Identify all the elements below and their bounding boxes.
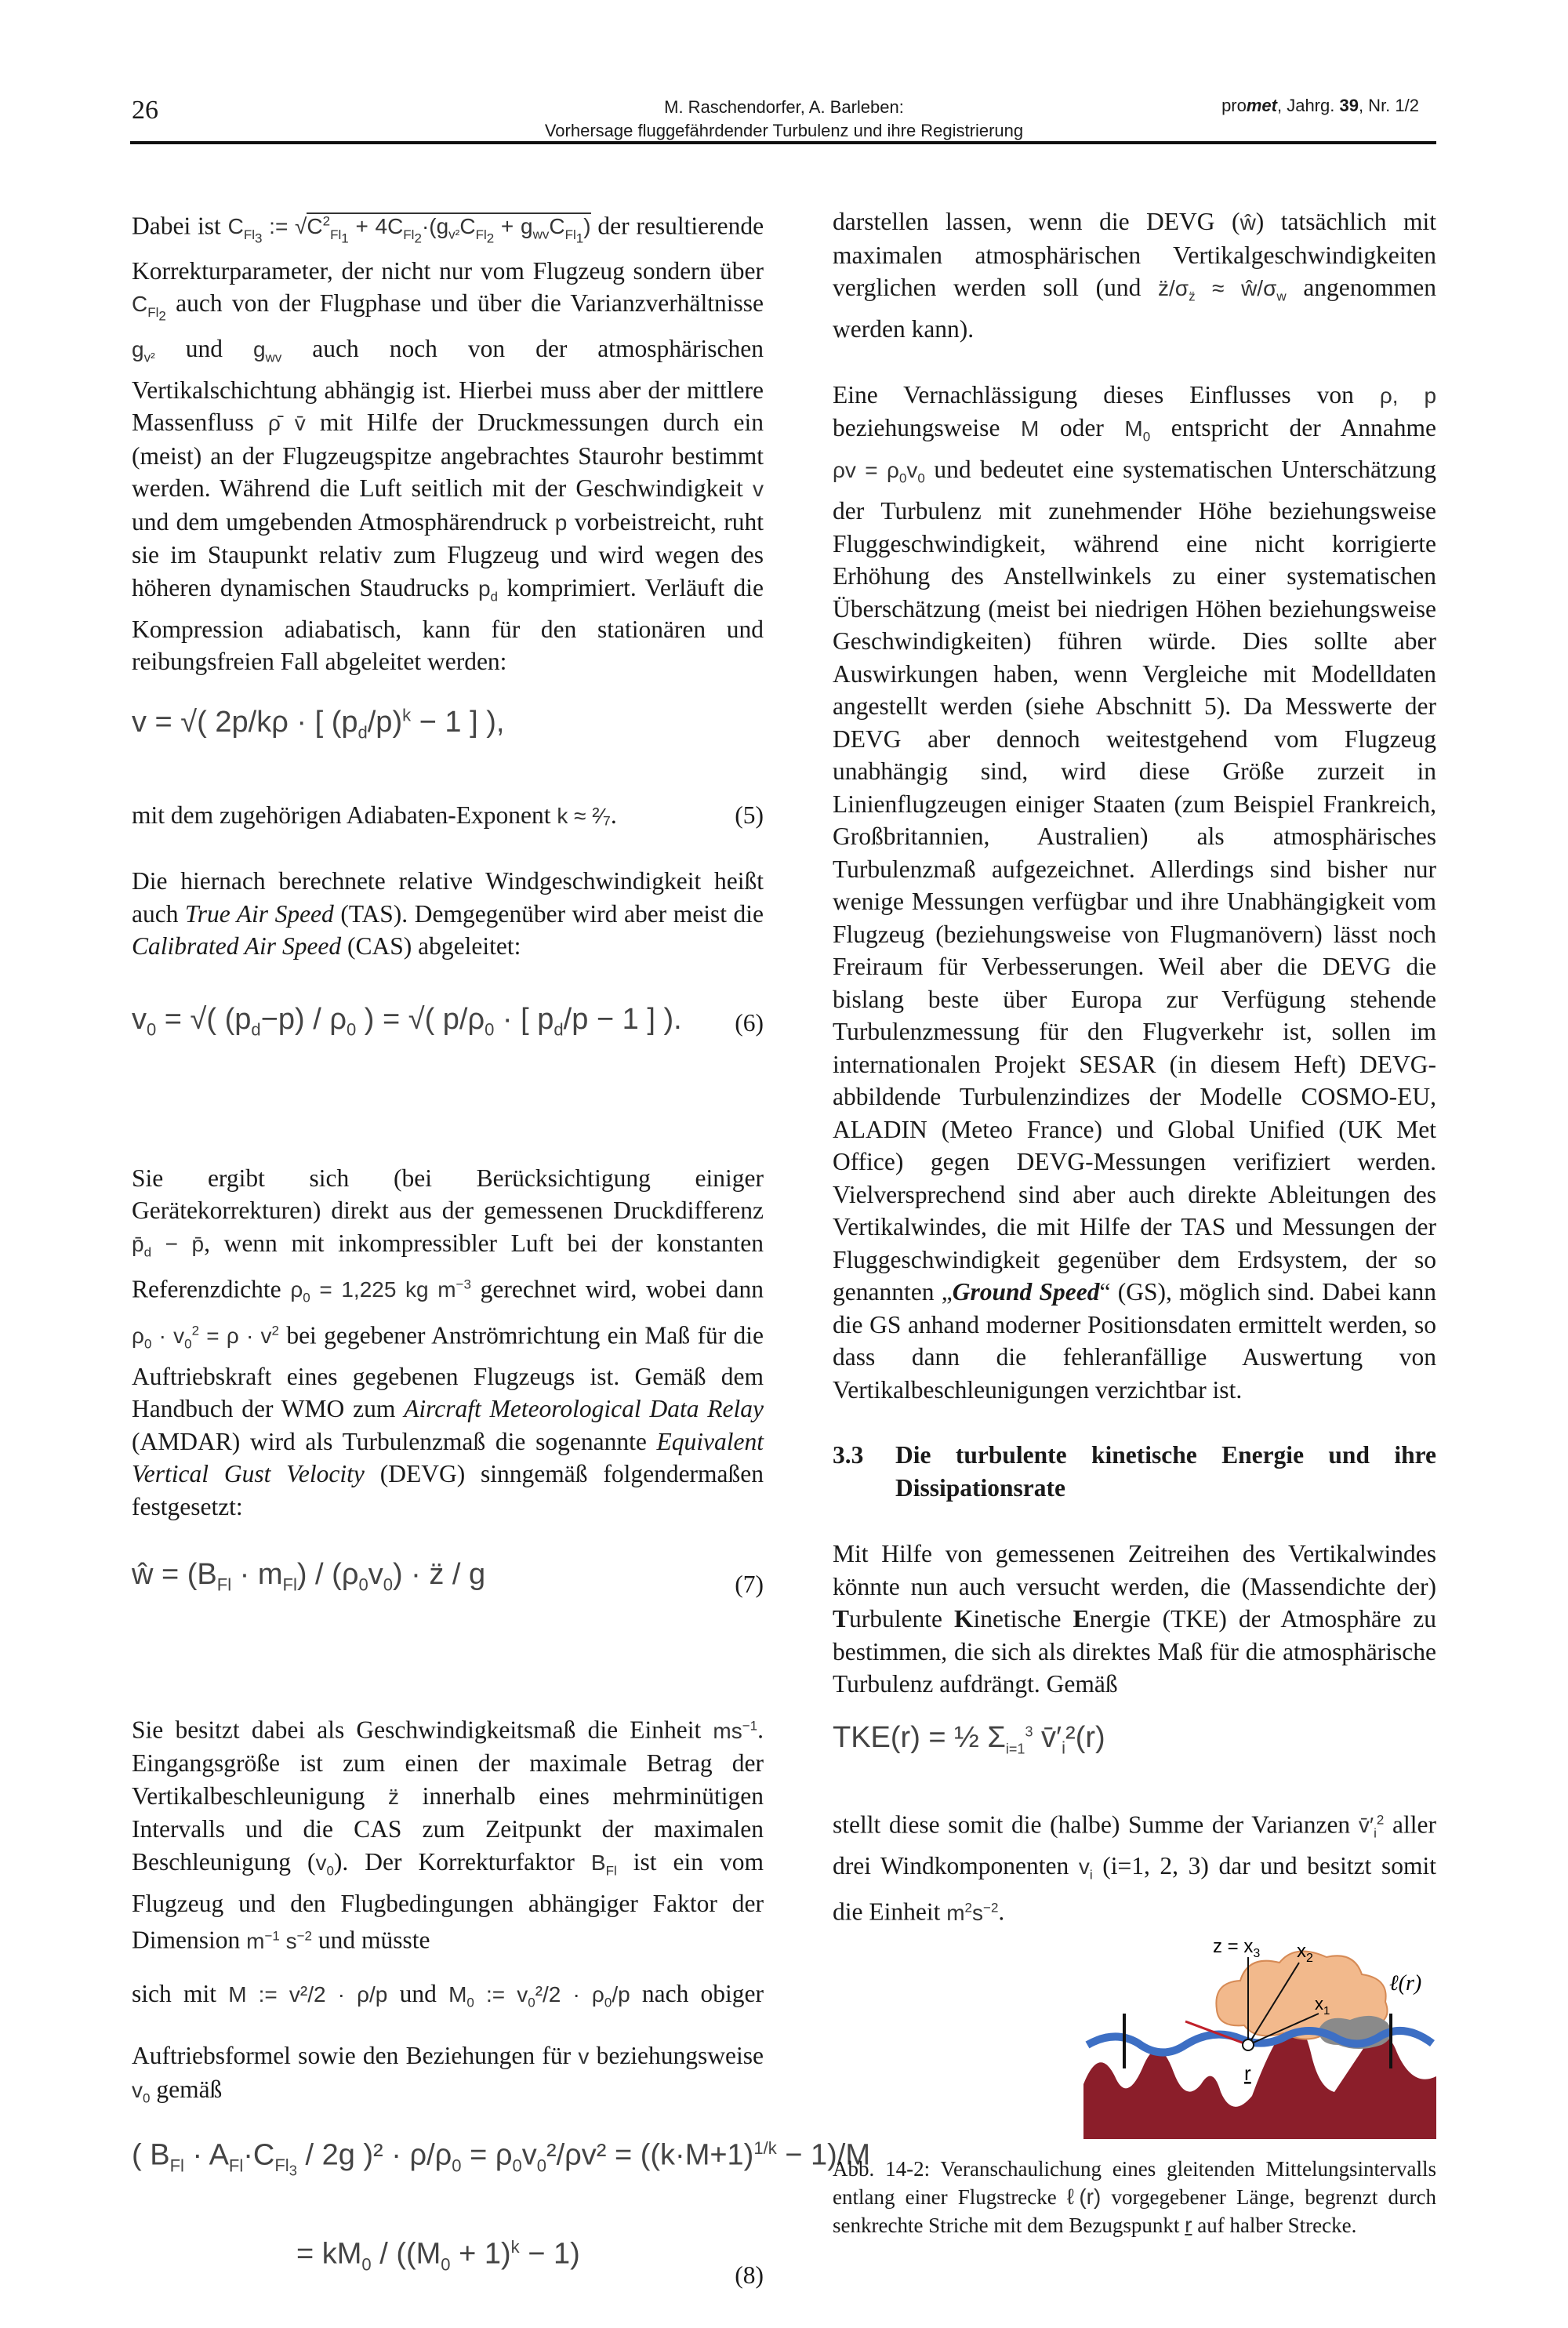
text: Sie besitzt dabei als Geschwindigkeitsmaß die Einheit: [132, 1716, 702, 1744]
reference-point: [1243, 2039, 1254, 2050]
header-authors: M. Raschendorfer, A. Barleben:: [664, 97, 904, 117]
text: stellt diese somit die (halbe) Summe der Varianzen: [833, 1810, 1351, 1839]
term-ground-speed: Ground Speed: [952, 1278, 1100, 1306]
symbol: ŵ: [1240, 210, 1256, 234]
page-number: 26: [132, 96, 158, 125]
text: innerhalb eines mehrminütigen Intervalls und die CAS zum Zeitpunkt der maximalen Beschleunigung (: [132, 1781, 764, 1876]
text: bei gegebener Anströmrichtung ein Maß für die Auftriebskraft eines gegebenen Flugzeugs ist. Gemäß dem Handbuch der WMO zum: [132, 1320, 764, 1423]
symbol: $B_{Fl}$: [590, 1850, 617, 1879]
text: gerechnet wird, wobei dann: [480, 1275, 764, 1303]
text: komprimiert. Verläuft die Kompression adiabatisch, kann für den stationären und reibungsfreien Fall abgeleitet werden:: [132, 573, 764, 676]
spacer: [833, 1505, 1436, 1538]
equation-7: [132, 1523, 764, 1676]
section-title: Die turbulente kinetische Energie und ihre Dissipationsrate: [895, 1441, 1436, 1502]
formula: $\rho v = \rho_0v_0$: [833, 458, 925, 486]
text: und: [185, 334, 223, 362]
term-amdar: Aircraft Meteorological Data Relay: [404, 1395, 764, 1423]
symbol: $C_{Fl_2}$: [132, 292, 166, 324]
symbol: $v_0$: [132, 2077, 151, 2106]
formula: M := v²/2 · ρ/p: [228, 1982, 388, 2007]
paragraph: [132, 1978, 764, 2019]
label-ell: ℓ(r): [1389, 1971, 1422, 1996]
text: inetische: [973, 1605, 1062, 1633]
term-tas: True Air Speed: [185, 899, 334, 928]
symbol: $g_{v^2}$: [132, 336, 155, 365]
formula: $p̄_d$ − p̄: [132, 1231, 205, 1260]
text: beziehungsweise: [833, 414, 1000, 442]
paragraph: [833, 1804, 1436, 1929]
text: Auftriebsformel sowie den Beziehungen für: [132, 2042, 572, 2070]
text: mit dem zugehörigen Adiabaten-Exponent: [132, 801, 551, 829]
figure-14-2: [1083, 1935, 1436, 2139]
symbol: ρ, p: [1379, 383, 1437, 408]
text: vorgegebener Länge, begrenzt durch senkrechte Striche mit dem Bezugspunkt: [833, 2185, 1436, 2238]
unit: $ms^{-1}$: [713, 1718, 758, 1743]
paragraph: [132, 2039, 764, 2115]
text: .: [998, 1898, 1005, 1926]
text: und bedeutet eine systematischen Unterschätzung der Turbulenz mit zunehmender Höhe beziehungsweise Fluggeschwindigkeit, während eine nicht korrigierte Erhöhung des Anstellwinkels zu einer systematischen Überschätzung (meist bei niedrigen Höhen beziehungsweise Geschwindigkeiten) führen würde. Dies sollte aber Auswirkungen haben, wenn Vergleiche mit Modelldaten angestellt werden (siehe Abschnitt 5). Da Messwerte der DEVG aber dennoch weitestgehend vom Flugzeug unabhängig sind, wird diese Größe zurzeit in Linienflugzeugen einiger Staaten (zum Beispiel Frankreich, Großbritannien, Australien) als atmosphärisches Turbulenzmaß aufgezeichnet. Allerdings sind bisher nur wenige Messungen verfügbar und ihre Unabhängigkeit vom Flugzeug (beziehungsweise von Flugmanövern) lässt noch Freiraum für Verbesserungen. Weil aber die DEVG die bislang beste über Europa zur Verfügung stehende Turbulenzmessung für den Flugverkehr ist, sollen im internationalen Projekt SESAR (in diesem Heft) DEVG-abbildende Turbulenzindizes der Modelle COSMO-EU, ALADIN (Meteo France) und Global Unified (UK Met Office) gegen DEVG-Messungen verifiziert werden. Vielversprechend sind aber auch direkte Ableitungen des Vertikalwindes, die mit Hilfe der TAS und Messungen der Fluggeschwindigkeit gegenüber dem Erdsystem, der so genannten „: [833, 456, 1437, 1306]
text: (AMDAR) wird als Turbulenzmaß die sogenannte: [132, 1427, 647, 1455]
equation-number: (6): [735, 1008, 764, 1037]
formula: ( $B_{Fl} \cdot A_{Fl}\cdot C_{Fl_3} / 2g$ )$^2 \cdot \rho/\rho_0 = \rho_0v_0^2/\rho v^2 = ((k\cdot M+1)^{1/k} - 1)/M$: [132, 2137, 871, 2179]
figure-caption: [833, 2155, 1436, 2239]
equation-8: [132, 2115, 871, 2328]
symbol: $M_0$: [1124, 416, 1151, 445]
text: (i=1, 2, 3) dar und besitzt somit die Einheit: [833, 1852, 1437, 1926]
text: gemäß: [156, 2075, 223, 2103]
text: beziehungsweise: [596, 2042, 764, 2070]
text: ist ein vom Flugzeug und den Flugbedingungen abhängiger Faktor der Dimension: [132, 1847, 764, 1954]
text: aller drei Windkomponenten: [833, 1810, 1436, 1880]
formula: $z̈/\sigma_{z̈}$ ≈ $ŵ/\sigma_w$: [1158, 276, 1287, 304]
label-r: r: [1244, 2061, 1251, 2086]
paragraph: [833, 205, 1436, 346]
journal-reference: [1221, 96, 1419, 116]
right-column: [833, 205, 1436, 2239]
equation-number: (8): [735, 2261, 764, 2289]
section-heading: [833, 1439, 1436, 1505]
header-title: Vorhersage fluggefährdender Turbulenz und ihre Registrierung: [544, 121, 1024, 140]
label-axis-z: $z = x_3$: [1213, 1936, 1261, 1961]
symbol: $p_d$: [477, 576, 498, 605]
text: (DEVG) sinngemäß folgendermaßen festgesetzt:: [132, 1460, 764, 1520]
unit: $m^2s^{-2}$: [946, 1900, 999, 1925]
text: ). Der Korrekturfaktor: [333, 1847, 575, 1876]
figure-illustration: [1083, 1935, 1436, 2139]
initial: E: [1073, 1605, 1090, 1633]
spacer: [833, 1406, 1436, 1439]
text: vorbeistreicht, ruht sie im Staupunkt relativ zum Flugzeug und wird wegen des höheren dynamischen Staudrucks: [132, 507, 764, 601]
text: oder: [1059, 414, 1104, 442]
initial: K: [953, 1605, 974, 1633]
formula-line2: = $kM_0 / ((M_0 + 1)^k - 1)$: [296, 2237, 580, 2275]
text: Mit Hilfe von gemessenen Zeitreihen des Vertikalwindes könnte nun auch versucht werden, die (Massendichte der): [833, 1540, 1436, 1600]
text: (CAS) abgeleitet:: [347, 932, 521, 961]
text: Abb. 14-2: Veranschaulichung eines gleitenden Mittelungsintervalls entlang einer Flugstrecke: [833, 2157, 1436, 2210]
text: Dabei ist: [132, 212, 221, 240]
symbol: $v_i$: [1078, 1854, 1093, 1883]
symbol: z̈: [388, 1784, 400, 1809]
text: Eine Vernachlässigung dieses Einflusses von: [833, 380, 1354, 409]
text: und: [399, 1980, 437, 2008]
formula: TKE(r) = ½ $\Sigma_{i=1}^3$ $v̄'_i^2(r)$: [833, 1721, 1105, 1759]
paragraph: [833, 1538, 1436, 1701]
symbol: M: [1020, 416, 1040, 441]
header-rule: [130, 141, 1436, 144]
symbol: $v̄'_i^2$: [1358, 1812, 1385, 1841]
formula-k: k ≈ ²⁄₇: [557, 803, 611, 828]
text: , wenn mit inkompressibler Luft bei der konstanten Referenzdichte: [132, 1229, 764, 1303]
spacer: [132, 1676, 764, 1709]
formula: $M_0$ := $v_0^2/2 \cdot \rho_0/p$: [448, 1982, 630, 2010]
text: entspricht der Annahme: [1171, 414, 1436, 442]
unit: $m^{-1}$ $s^{-2}$: [246, 1928, 313, 1953]
initial: T: [833, 1605, 850, 1633]
text: nergie: [1089, 1605, 1151, 1633]
text: ) tatsächlich mit maximalen atmosphärischen Vertikalgeschwindigkeiten verglichen werden soll (und: [833, 208, 1437, 301]
term-cas: Calibrated Air Speed: [132, 932, 342, 961]
paragraph: [132, 1162, 764, 1523]
text: darstellen lassen, wenn die DEVG (: [833, 208, 1240, 235]
formula: $\rho_0 \cdot v_0^2 = \rho \cdot v^2$: [132, 1323, 280, 1352]
term-devg: Equivalent Vertical Gust Velocity: [132, 1427, 764, 1488]
equation-number: (7): [735, 1571, 764, 1599]
formula: ŵ = $(B_{Fl} \cdot m_{Fl}) / (\rho_0v_0)$ · z̈ / g: [132, 1558, 486, 1596]
formula: v = √( 2p/kρ · [ $(p_d/p)^k - 1$ ] ),: [132, 704, 505, 743]
paragraph: [833, 379, 1436, 1407]
journal-jahrg: , Jahrg.: [1276, 96, 1340, 115]
text: mit Hilfe der Druckmessungen durch ein (meist) an der Flugzeugspitze angebrachtes Staurohr bestimmt werden. Während die Luft seitlich mit der Geschwindigkeit: [132, 409, 764, 503]
paragraph: [132, 1709, 764, 1957]
text: angenommen werden kann).: [833, 274, 1437, 343]
text: der resultierende Korrekturparameter, der nicht nur vom Flugzeug sondern über: [132, 212, 764, 285]
text: Die hiernach berechnete relative Windgeschwindigkeit heißt auch: [132, 867, 764, 928]
paragraph: [132, 865, 764, 963]
text: auch von der Flugphase und über die Varianzverhältnisse: [176, 289, 764, 318]
formula-cfl: $C_{Fl_3}$ := $√C^2_{Fl_1} + 4C_{Fl_2}\cdot(g_{v^2}C_{Fl_2} + g_{wv}C_{Fl_1})$: [227, 214, 591, 246]
label-axis-x1: $x_1$: [1315, 1994, 1330, 2018]
symbol: $g_{wv}$: [252, 336, 282, 365]
spacer: [132, 1129, 764, 1162]
symbol: ℓ(r): [1066, 2185, 1102, 2210]
equation-6: [132, 963, 764, 1129]
symbol: v: [753, 477, 764, 502]
journal-name-em: met: [1246, 96, 1277, 115]
journal-issue: , Nr. 1/2: [1358, 96, 1419, 115]
text: und müsste: [318, 1926, 430, 1954]
text: . Eingangsgröße ist zum einen der maximale Betrag der Vertikalbeschleunigung: [132, 1716, 764, 1810]
text: nach obiger: [641, 1980, 764, 2008]
symbol: v: [578, 2044, 590, 2069]
text: (TAS). Demgegenüber wird aber meist die: [340, 899, 764, 928]
label-axis-x2: $x_2$: [1297, 1941, 1313, 1966]
spacer: [132, 832, 764, 865]
text: auch noch von der atmosphärischen Vertikalschichtung abhängig ist. Hierbei muss aber der mittlere Massenfluss: [132, 334, 764, 437]
symbol: r: [1185, 2213, 1192, 2238]
formula: $\rho_0 = 1,225$ kg $m^{-3}$: [290, 1277, 471, 1306]
text: (TKE) der Atmosphäre zu bestimmen, die sich als direktes Maß für die atmosphärische Turbulenz aufdrängt. Gemäß: [833, 1605, 1437, 1698]
section-number: 3.3: [833, 1441, 864, 1469]
text: auf halber Strecke.: [1197, 2214, 1357, 2238]
spacer: [833, 346, 1436, 379]
formula: $v_0$ = √( $(p_d-p) / \rho_0$ ) = √( $p/\rho_0$ · [ $p_d/p - 1$ ] ).: [132, 1002, 682, 1040]
text: “ (GS), möglich sind. Dabei kann die GS anhand moderner Positionsdaten ermittelt werden, so dass dann die fehleranfällige Auswertung von Vertikalbeschleunigungen verzichtbar ist.: [833, 1278, 1436, 1404]
journal-volume: 39: [1339, 96, 1359, 115]
symbol: $v_0$: [315, 1850, 334, 1879]
text: und dem umgebenden Atmosphärendruck: [132, 507, 548, 536]
equation-tke: [833, 1701, 1436, 1804]
text: sich mit: [132, 1980, 216, 2008]
paragraph: [132, 205, 764, 678]
symbol: ρ̄ v̄: [267, 411, 306, 436]
equation-5-formula: [132, 678, 764, 799]
equation-5-line: mit dem zugehörigen Adiabaten-Exponent k ≈ ²⁄₇. (5): [132, 799, 764, 833]
equation-number: (5): [735, 801, 764, 829]
text: urbulente: [849, 1605, 942, 1633]
journal-name-pre: pro: [1221, 96, 1247, 115]
text: Sie ergibt sich (bei Berücksichtigung einiger Gerätekorrekturen) direkt aus der gemessenen Druckdifferenz: [132, 1164, 764, 1225]
symbol: p: [554, 510, 568, 535]
